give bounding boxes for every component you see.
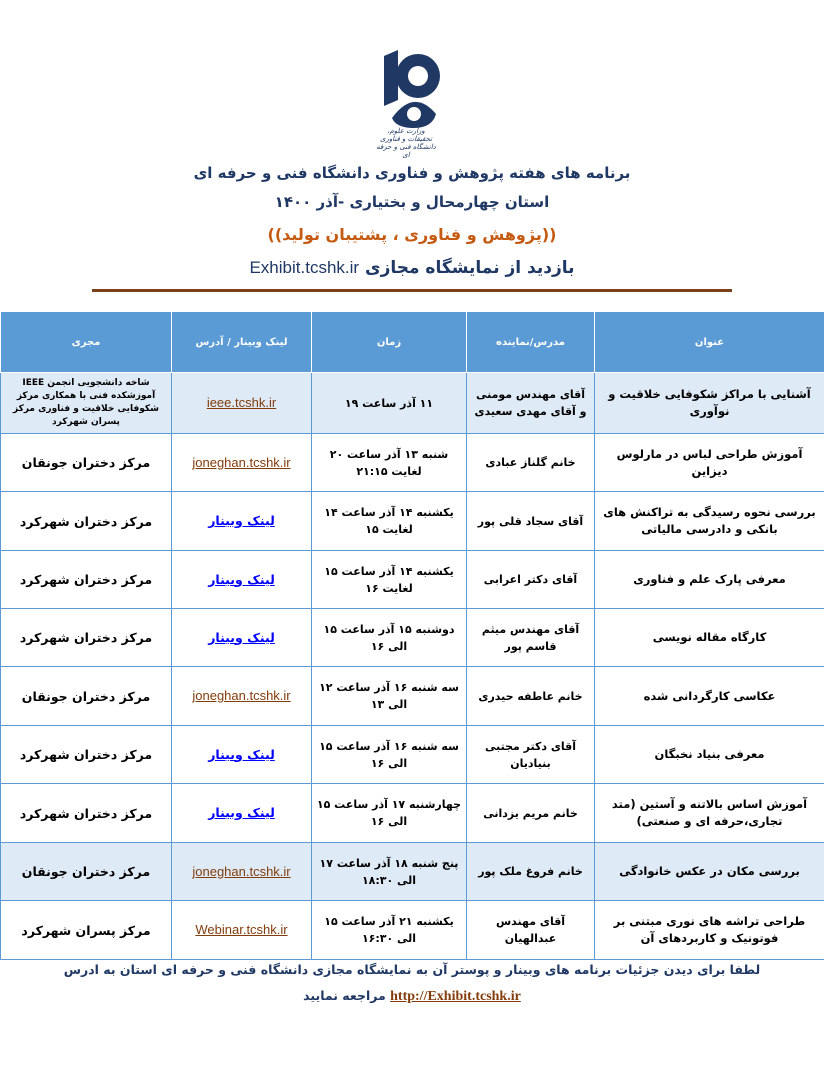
program-slogan: ((پژوهش و فناوری ، پشتیبان تولید)) — [267, 225, 557, 244]
cell-link — [172, 609, 312, 667]
cell-teacher: آقای مهندس میثم قاسم پور — [467, 609, 595, 667]
cell-teacher: خانم عاطفه حیدری — [467, 667, 595, 726]
cell-teacher: آقای مهندس مومنی و آقای مهدی سعیدی — [467, 373, 595, 434]
cell-link — [172, 667, 312, 726]
exhibition-site-link[interactable]: Exhibit.tcshk.ir — [249, 258, 360, 277]
cell-org: مرکز دختران شهرکرد — [1, 609, 172, 667]
table-row — [1, 609, 824, 667]
webinar-link[interactable]: joneghan.tcshk.ir — [192, 863, 291, 879]
table-row — [1, 434, 824, 492]
webinar-link[interactable]: لینک وبینار — [208, 746, 275, 762]
cell-title: بررسی نحوه رسیدگی به تراکنش های بانکی و دادرسی مالیاتی — [595, 492, 824, 551]
cell-link — [172, 784, 312, 843]
footer-url-line — [0, 988, 824, 1005]
cell-time: ۱۱ آذر ساعت ۱۹ — [312, 373, 467, 434]
header-divider — [92, 289, 732, 292]
webinar-link[interactable]: لینک وبینار — [208, 571, 275, 587]
cell-time: یکشنبه ۲۱ آذر ساعت ۱۵ الی ۱۶:۳۰ — [312, 901, 467, 960]
webinar-link[interactable]: ieee.tcshk.ir — [206, 395, 277, 410]
webinar-link[interactable]: لینک وبینار — [208, 805, 275, 820]
cell-org: مرکز دختران شهرکرد — [1, 551, 172, 609]
exhibition-line — [0, 258, 824, 278]
cell-link — [172, 901, 312, 960]
cell-link — [172, 843, 312, 901]
cell-time: یکشنبه ۱۴ آذر ساعت ۱۵ لغایت ۱۶ — [312, 551, 467, 609]
header-time: زمان — [312, 312, 467, 373]
webinar-link[interactable]: Webinar.tcshk.ir — [195, 922, 288, 937]
cell-link — [172, 492, 312, 551]
cell-title: آشنایی با مراکز شکوفایی خلاقیت و نوآوری — [595, 373, 824, 434]
table-row — [1, 551, 824, 609]
header-title: عنوان — [595, 312, 824, 373]
cell-org: مرکز پسران شهرکرد — [1, 901, 172, 960]
cell-teacher: خانم فروغ ملک پور — [467, 843, 595, 901]
cell-org: مرکز دختران جونقان — [1, 434, 172, 492]
cell-org: مرکز دختران شهرکرد — [1, 726, 172, 784]
cell-link — [172, 373, 312, 434]
cell-title: آموزش طراحی لباس در مارلوس دیزاین — [595, 434, 824, 492]
header-link: لینک وبینار / آدرس — [172, 312, 312, 373]
cell-time: چهارشنبه ۱۷ آذر ساعت ۱۵ الی ۱۶ — [312, 784, 467, 843]
cell-link — [172, 726, 312, 784]
cell-title: معرفی پارک علم و فناوری — [595, 551, 824, 609]
cell-org: مرکز دختران شهرکرد — [1, 492, 172, 551]
table-row — [1, 492, 824, 551]
cell-org: مرکز دختران شهرکرد — [1, 784, 172, 843]
cell-org: مرکز دختران جونقان — [1, 843, 172, 901]
cell-teacher: خانم گلناز عبادی — [467, 434, 595, 492]
table-row — [1, 843, 824, 901]
table-row — [1, 726, 824, 784]
webinar-link[interactable]: joneghan.tcshk.ir — [192, 688, 291, 703]
cell-title: بررسی مکان در عکس خانوادگی — [595, 843, 824, 901]
header-org: مجری — [1, 312, 172, 373]
cell-link — [172, 551, 312, 609]
program-subtitle: استان چهارمحال و بختیاری -آذر ۱۴۰۰ — [274, 193, 550, 211]
table-row — [1, 667, 824, 726]
table-row — [1, 784, 824, 843]
cell-org: شاخه دانشجویی انجمن IEEE آموزشکده فنی با همکاری مرکز شکوفایی خلاقیت و فناوری مرکز پسران شهرکرد — [1, 373, 172, 434]
webinar-link[interactable]: لینک وبینار — [208, 629, 275, 645]
logo-caption: وزارت علوم، تحقیقات و فناوری دانشگاه فنی و حرفه ای — [376, 127, 436, 159]
cell-link — [172, 434, 312, 492]
cell-teacher: آقای سجاد قلی پور — [467, 492, 595, 551]
cell-org: مرکز دختران جونقان — [1, 667, 172, 726]
cell-time: پنج شنبه ۱۸ آذر ساعت ۱۷ الی ۱۸:۳۰ — [312, 843, 467, 901]
cell-time: شنبه ۱۳ آذر ساعت ۲۰ لغایت ۲۱:۱۵ — [312, 434, 467, 492]
cell-title: معرفی بنیاد نخبگان — [595, 726, 824, 784]
webinar-link[interactable]: لینک وبینار — [208, 513, 275, 528]
cell-time: سه شنبه ۱۶ آذر ساعت ۱۵ الی ۱۶ — [312, 726, 467, 784]
cell-time: یکشنبه ۱۴ آذر ساعت ۱۴ لغایت ۱۵ — [312, 492, 467, 551]
cell-title: آموزش اساس بالاتنه و آستین (متد تجاری،حرفه ای و صنعتی) — [595, 784, 824, 843]
schedule-table — [0, 311, 824, 960]
webinar-link[interactable]: joneghan.tcshk.ir — [192, 454, 291, 470]
cell-time: سه شنبه ۱۶ آذر ساعت ۱۲ الی ۱۳ — [312, 667, 467, 726]
cell-title: عکاسی کارگردانی شده — [595, 667, 824, 726]
cell-teacher: آقای دکتر مجتبی بنیادیان — [467, 726, 595, 784]
cell-teacher: آقای دکتر اعرابی — [467, 551, 595, 609]
table-header-row — [1, 312, 824, 373]
exhibition-url-link[interactable]: http://Exhibit.tcshk.ir — [390, 989, 521, 1004]
cell-title: کارگاه مقاله نویسی — [595, 609, 824, 667]
footer-note: لطفا برای دیدن جزئیات برنامه های وبینار و پوستر آن به نمایشگاه مجازی دانشگاه فنی و حرفه ای استان به ادرس — [63, 962, 761, 977]
table-row — [1, 901, 824, 960]
cell-time: دوشنبه ۱۵ آذر ساعت ۱۵ الی ۱۶ — [312, 609, 467, 667]
exhibition-label: بازدید از نمایشگاه مجازی — [364, 258, 575, 278]
cell-teacher: آقای مهندس عبدالهیان — [467, 901, 595, 960]
cell-title: طراحی تراشه های نوری مبتنی بر فوتونیک و کاربردهای آن — [595, 901, 824, 960]
header-teacher: مدرس/نماینده — [467, 312, 595, 373]
cell-teacher: خانم مریم یزدانی — [467, 784, 595, 843]
table-row — [1, 373, 824, 434]
program-title: برنامه های هفته پژوهش و فناوری دانشگاه فنی و حرفه ای — [193, 164, 631, 182]
footer-suffix: مراجعه نمایید — [303, 988, 386, 1003]
